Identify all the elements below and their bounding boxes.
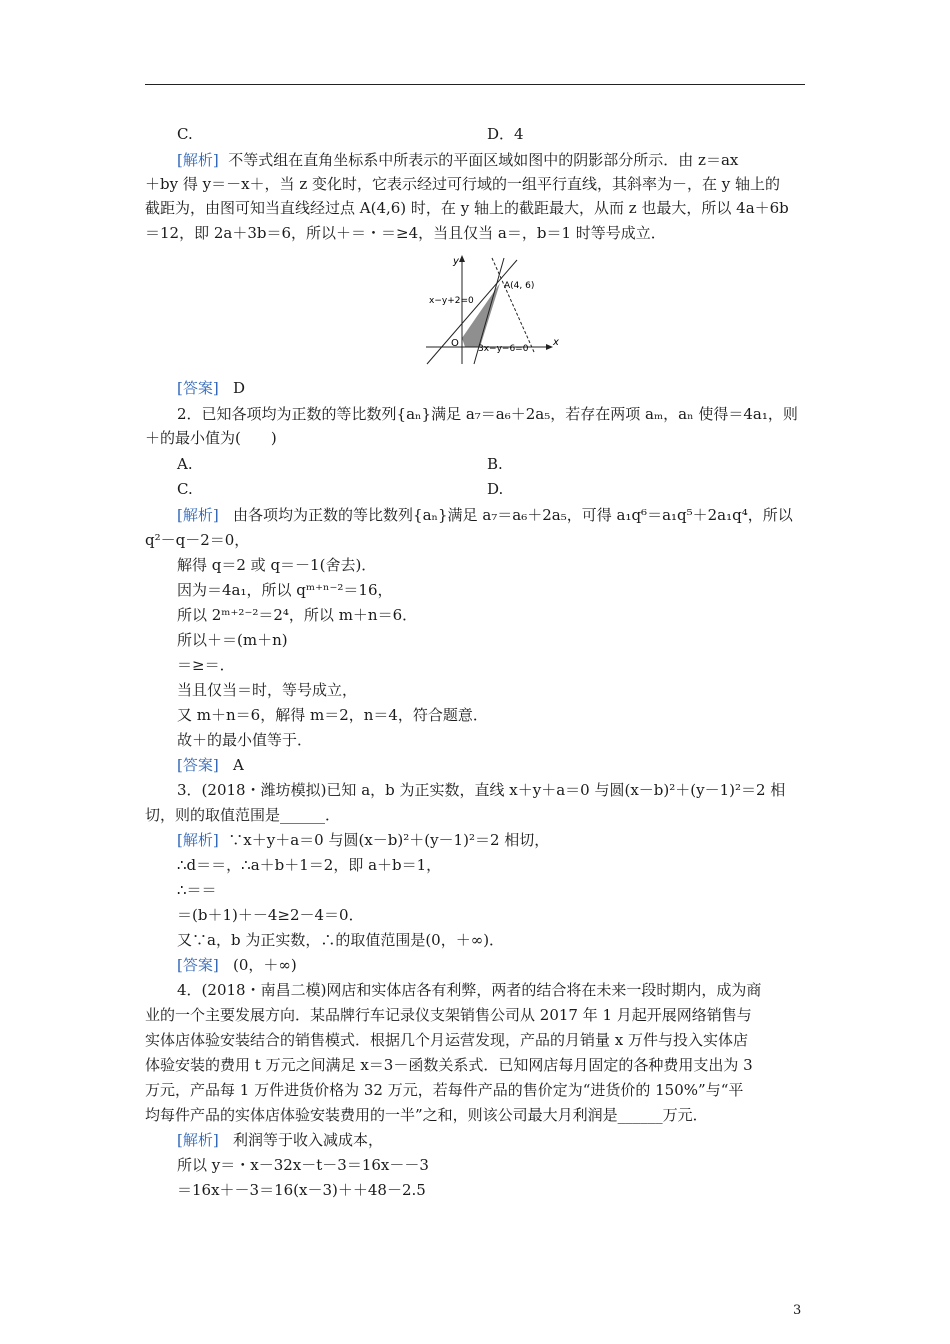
q1-analysis-line-1: [解析] 不等式组在直角坐标系中所表示的平面区域如图中的阴影部分所示．由 z＝ax <box>177 151 739 169</box>
q2-option-a: A. <box>177 455 193 473</box>
q3-analysis-line: ∴＝＝ <box>177 881 217 899</box>
q4-line-4: 体验安装的费用 t 万元之间满足 x＝3－函数关系式．已知网店每月固定的各种费用支出为 3 <box>145 1056 753 1074</box>
q2-analysis-line-1: [解析] 由各项均为正数的等比数列{aₙ}满足 a₇＝a₆＋2a₅，可得 a₁q⁶＝a₁q⁵＋2a₁q⁴，所以 <box>177 506 793 524</box>
analysis-tag: [解析] <box>177 506 219 524</box>
q3-analysis-line: 又∵a，b 为正实数，∴的取值范围是(0，＋∞)． <box>177 931 505 949</box>
q4-line-3: 实体店体验安装结合的销售模式．根据几个月运营发现，产品的月销量 x 万件与投入实体店 <box>145 1031 748 1049</box>
q4-analysis-line-1: [解析] 利润等于收入减成本， <box>177 1131 384 1149</box>
line1-label: x−y+2=0 <box>429 296 474 306</box>
analysis-tag: [解析] <box>177 151 219 169</box>
q2-answer: [答案] A <box>177 756 244 774</box>
q2-line-1: 2．已知各项均为正数的等比数列{aₙ}满足 a₇＝a₆＋2a₅，若存在两项 aₘ，aₙ 使得＝4a₁，则 <box>177 405 798 423</box>
q2-analysis-line: 当且仅当＝时，等号成立， <box>177 681 358 699</box>
dashed-objective-line <box>492 258 534 352</box>
analysis-tag: [解析] <box>177 831 219 849</box>
x-axis-arrow <box>546 344 553 350</box>
point-a-label: A(4, 6) <box>504 281 535 291</box>
analysis-tag: [解析] <box>177 1131 219 1149</box>
q3-answer: [答案] (0，＋∞) <box>177 956 297 974</box>
answer-tag: [答案] <box>177 756 219 774</box>
q4-analysis-line: ＝16x＋－3＝16(x－3)＋＋48－2.5 <box>177 1181 426 1199</box>
origin-label: O <box>451 338 459 349</box>
q2-analysis-line: 故＋的最小值等于． <box>177 731 313 749</box>
q4-line-1: 4．(2018・南昌二模)网店和实体店各有利弊，两者的结合将在未来一段时期内，成为商 <box>177 981 762 999</box>
q4-line-2: 业的一个主要发展方向．某品牌行车记录仪支架销售公司从 2017 年 1 月起开展网络销售与 <box>145 1006 752 1024</box>
q1-option-d: D．4 <box>487 125 524 143</box>
header-rule <box>145 84 805 85</box>
q1-analysis-line-2: ＋by 得 y＝－x＋，当 z 变化时，它表示经过可行域的一组平行直线，其斜率为－，在 y 轴上的 <box>145 175 780 193</box>
q2-analysis-line: 所以＋＝(m＋n) <box>177 631 288 649</box>
q4-line-5: 万元，产品每 1 万件进货价格为 32 万元，若每件产品的售价定为“进货价的 150%”与“平 <box>145 1081 744 1099</box>
q4-analysis-line: 所以 y＝・x－32x－t－3＝16x－－3 <box>177 1156 429 1174</box>
q2-option-c: C. <box>177 480 193 498</box>
q1-option-c: C. <box>177 125 193 143</box>
q3-analysis-line: ∴d＝＝，∴a＋b＋1＝2，即 a＋b＝1， <box>177 856 442 874</box>
y-axis-label: y <box>453 256 459 267</box>
q3-line-1: 3．(2018・潍坊模拟)已知 a，b 为正实数，直线 x＋y＋a＝0 与圆(x－b)²＋(y－1)²＝2 相 <box>177 781 786 799</box>
q2-analysis-line: q²－q－2＝0， <box>145 531 250 549</box>
q2-option-d: D. <box>487 480 504 498</box>
q2-option-b: B. <box>487 455 503 473</box>
answer-tag: [答案] <box>177 379 219 397</box>
q3-line-2: 切，则的取值范围是______． <box>145 806 341 824</box>
q3-analysis-line-1: [解析] ∵x＋y＋a＝0 与圆(x－b)²＋(y－1)²＝2 相切， <box>177 831 550 849</box>
q2-line-2: ＋的最小值为( ) <box>145 429 277 447</box>
q4-line-6: 均每件产品的实体店体验安装费用的一半”之和，则该公司最大月利润是______万元． <box>145 1106 708 1124</box>
feasible-region-figure <box>422 252 562 366</box>
q2-analysis-line: 解得 q＝2 或 q＝－1(舍去)． <box>177 556 377 574</box>
q2-analysis-line: 又 m＋n＝6，解得 m＝2，n＝4，符合题意． <box>177 706 488 724</box>
q2-analysis-line: 所以 2ᵐ⁺²⁻²＝2⁴，所以 m＋n＝6． <box>177 606 418 624</box>
q1-analysis-line-3: 截距为，由图可知当直线经过点 A(4,6) 时，在 y 轴上的截距最大，从而 z 也最大，所以 4a＋6b <box>145 199 789 217</box>
y-axis-arrow <box>459 255 465 262</box>
answer-tag: [答案] <box>177 956 219 974</box>
page-number: 3 <box>793 1303 802 1318</box>
q3-analysis-line: ＝(b＋1)＋－4≥2－4＝0． <box>177 906 364 924</box>
q1-answer: [答案] D <box>177 379 246 397</box>
q1-analysis-line-4: ＝12，即 2a＋3b＝6，所以＋＝・＝≥4，当且仅当 a＝，b＝1 时等号成立． <box>145 224 666 242</box>
line2-label: 3x−y−6=0 <box>478 344 529 354</box>
q2-analysis-line: 因为＝4a₁，所以 qᵐ⁺ⁿ⁻²＝16， <box>177 581 393 599</box>
q2-analysis-line: ＝≥＝． <box>177 656 235 674</box>
x-axis-label: x <box>553 337 559 348</box>
